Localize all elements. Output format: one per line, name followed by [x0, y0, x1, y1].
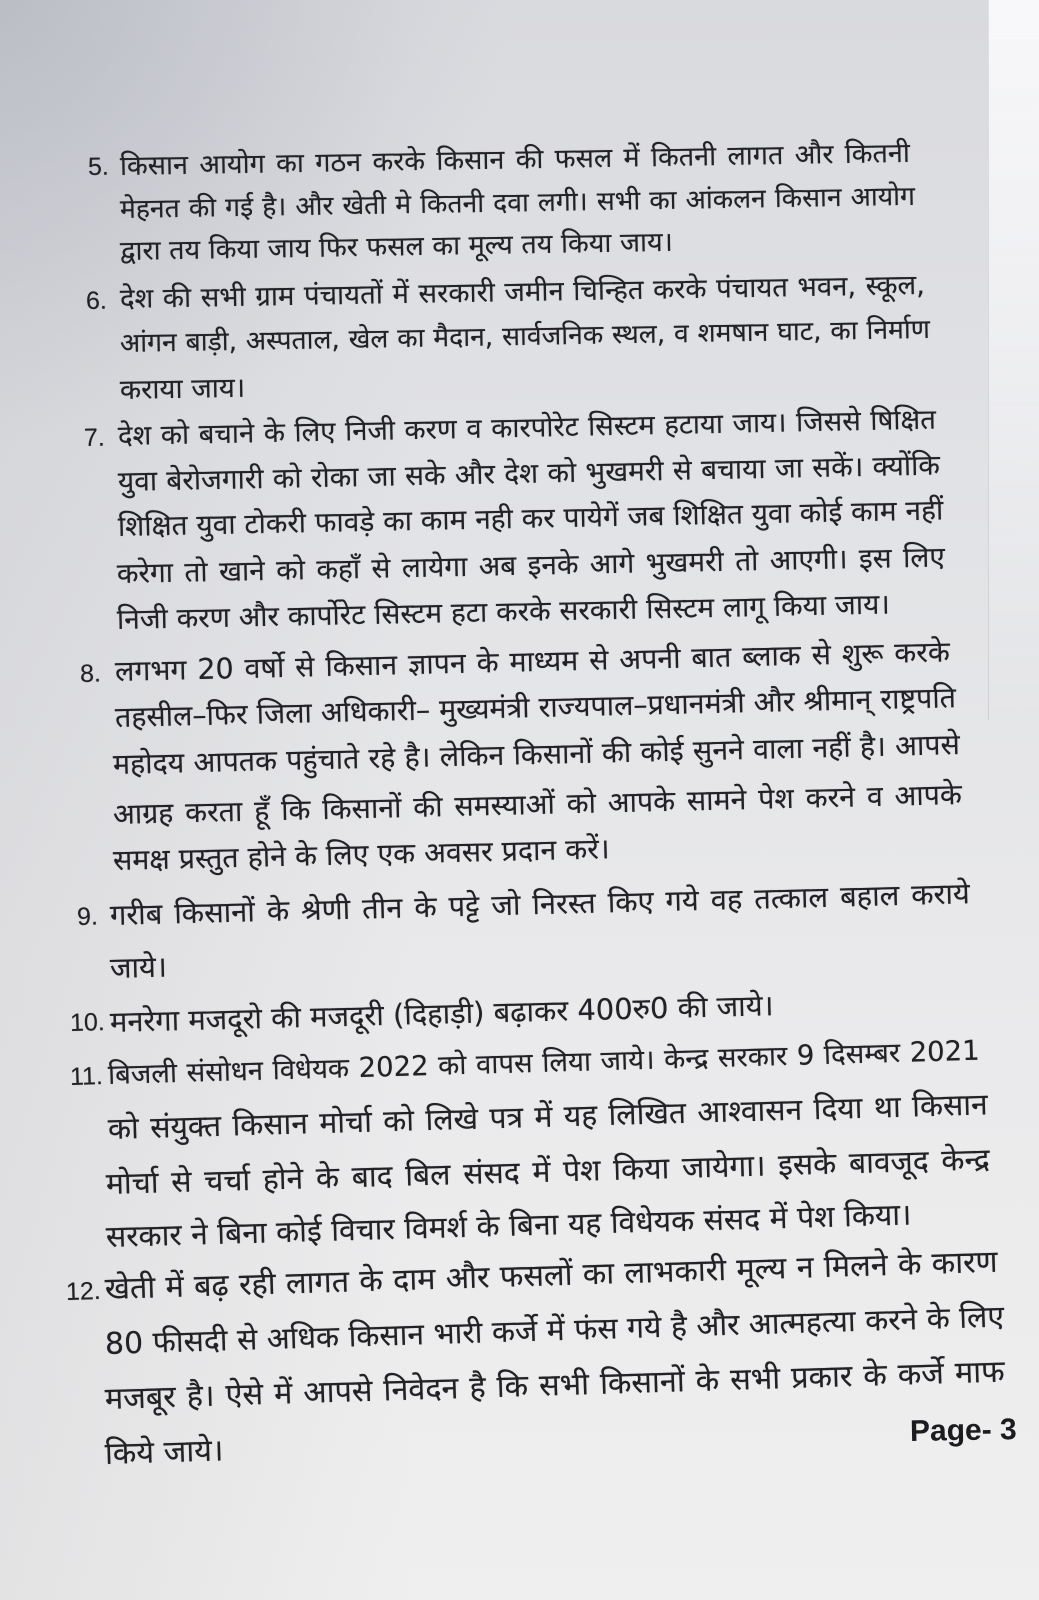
item-text-line: युवा बेरोजगारी को रोका जा सके और देश को भुखमरी से बचाया जा सकें। क्योंकि — [117, 448, 941, 498]
item-text-line: खेती में बढ़ रही लागत के दाम और फसलों का लाभकारी मूल्य न मिलने के कारण — [104, 1244, 999, 1307]
item-text-line: लगभग 20 वर्षो से किसान ज्ञापन के माध्यम से अपनी बात ब्लाक से शुरू करके — [114, 635, 951, 688]
item-number: 6. — [85, 286, 108, 315]
item-text-line: करेगा तो खाने को कहाँ से लायेगा अब इनके आगे भुखमरी तो आएगी। इस लिए — [116, 540, 946, 590]
item-text-line: गरीब किसानों के श्रेणी तीन के पट्टे जो निरस्त किए गये वह तत्काल बहाल कराये — [109, 876, 971, 932]
item-text-line: शिक्षित युवा टोकरी फावड़े का काम नही कर पायेगें जब शिक्षित युवा कोई काम नहीं — [117, 493, 944, 543]
item-text-line: सरकार ने बिना कोई विचार विमर्श के बिना यह विधेयक संसद में पेश किया। — [105, 1197, 912, 1255]
item-text-line: निजी करण और कार्पोरेट सिस्टम हटा करके सरकारी सिस्टम लागू किया जाय। — [116, 587, 891, 636]
item-text-line: आग्रह करता हूँ कि किसानों की समस्याओं को आपके सामने पेश करने व आपके — [112, 778, 963, 831]
item-number: 12. — [65, 1276, 102, 1306]
item-text-line: द्वारा तय किया जाय फिर फसल का मूल्य तय किया जाय। — [119, 226, 674, 267]
item-text-line: मजबूर है। ऐसे में आपसे निवेदन है कि सभी किसानों के सभी प्रकार के कर्जे माफ — [104, 1354, 1006, 1417]
item-text-line: मनरेगा मजदूरो की मजदूरी (दिहाड़ी) बढ़ाकर 400रु0 की जाये। — [109, 988, 774, 1039]
item-text-line: किसान आयोग का गठन करके किसान की फसल में कितनी लागत और कितनी — [119, 137, 911, 182]
item-number: 7. — [83, 423, 106, 452]
item-text-line: तहसील–फिर जिला अधिकारी– मुख्यमंत्री राज्यपाल–प्रधानमंत्री और श्रीमान् राष्ट्रपति — [114, 681, 957, 734]
item-number: 8. — [79, 659, 102, 688]
item-text-line: बिजली संसोधन विधेयक 2022 को वापस लिया जाये। केन्द्र सरकार 9 दिसम्बर 2021 — [107, 1034, 981, 1091]
item-text-line: किये जाये। — [104, 1433, 224, 1472]
item-number: 10. — [69, 1008, 106, 1037]
item-text-line: जाये। — [109, 949, 168, 985]
item-text-line: मेहनत की गई है। और खेती मे कितनी दवा लगी। सभी का आंकलन किसान आयोग — [119, 180, 916, 225]
page-number-label: Page- 3 — [909, 1413, 1017, 1448]
item-text-line: समक्ष प्रस्तुत होने के लिए एक अवसर प्रदान करें। — [112, 832, 611, 877]
item-text-line: महोदय आपतक पहुंचाते रहे है। लेकिन किसानों की कोई सुनने वाला नहीं है। आपसे — [112, 728, 961, 781]
item-text-line: देश को बचाने के लिए निजी करण व कारपोरेट सिस्टम हटाया जाय। जिससे षिक्षित — [117, 403, 937, 452]
item-number: 5. — [87, 152, 110, 181]
item-text-line: कराया जाय। — [119, 371, 246, 406]
item-number: 9. — [76, 902, 99, 931]
item-text-line: मोर्चा से चर्चा होने के बाद बिल संसद में पेश किया जायेगा। इसके बावजूद केन्द्र — [105, 1142, 991, 1202]
item-text-line: 80 फीसदी से अधिक किसान भारी कर्जे में फंस गये है और आत्महत्या करने के लिए — [104, 1299, 1005, 1362]
item-text-line: देश की सभी ग्राम पंचायतों में सरकारी जमीन चिन्हित करके पंचायत भवन, स्कूल, — [119, 268, 926, 315]
item-number: 11. — [69, 1062, 104, 1091]
paper-edge — [988, 0, 1039, 720]
item-text-line: आंगन बाड़ी, अस्पताल, खेल का मैदान, सार्वजनिक स्थल, व शमषान घाट, का निर्माण — [119, 313, 931, 359]
item-text-line: को संयुक्त किसान मोर्चा को लिखे पत्र में यह लिखित आश्वासन दिया था किसान — [107, 1087, 989, 1147]
